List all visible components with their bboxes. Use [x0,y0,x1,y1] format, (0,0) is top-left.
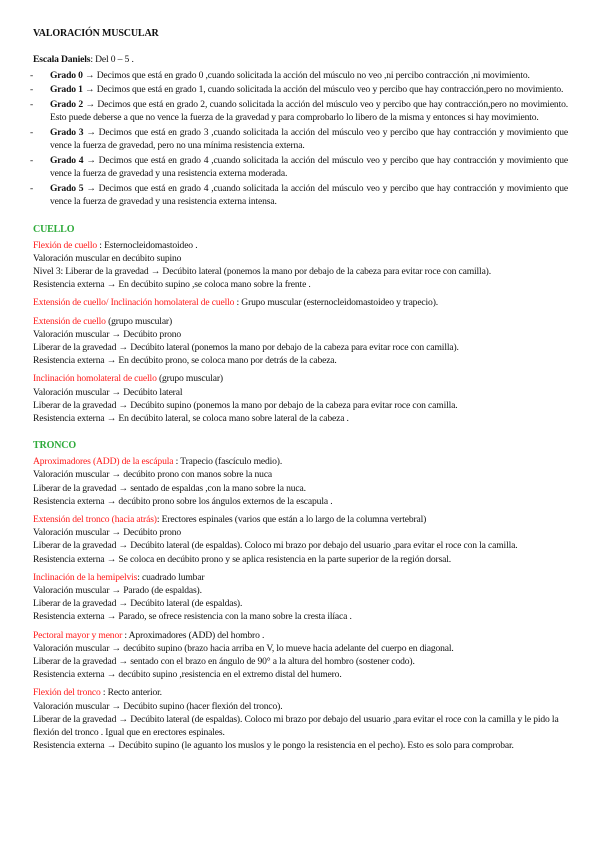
bullet-dash: - [30,182,34,194]
text-line: Liberar de la gravedad → sentado con el brazo en ángulo de 90° a la altura del hombro (sostener codo). [33,655,415,667]
muscle-block [33,315,568,368]
text-line: Liberar de la gravedad → Decúbito lateral (de espaldas). Coloco mi brazo por debajo del usuario ,para evitar el roce con la camilla y le pido la flexión del tronco . Igual que en erectores espinales. [33,713,559,738]
muscle-block [33,296,568,309]
scale-text: : Del 0 – 5 . [90,54,134,65]
muscle-text: : Trapecio (fascículo medio). [173,456,283,468]
muscle-block [33,455,568,508]
grade-item [30,154,569,181]
grade-text: → Decimos que está en grado 4 ,cuando solicitada la acción del músculo veo y percibo que hay contracción y movimiento que vence la fuerza de gravedad y una resistencia externa intensa. [50,182,569,207]
grade-item [30,83,568,97]
text-line: Resistencia externa → Parado, se ofrece resistencia con la mano sobre la cresta ilíaca . [33,611,352,623]
text-line: Resistencia externa → decúbito supino ,resistencia en el extremo distal del humero. [33,669,342,681]
muscle-text: : Erectores espinales (varios que están a lo largo de la columna vertebral) [156,513,427,525]
text-line: Valoración muscular → Decúbito supino (hacer flexión del tronco). [33,700,283,712]
muscle-text: (grupo muscular) [156,373,223,385]
movement-label: Flexión del tronco [33,687,101,699]
grade-text: → Decimos que está en grado 4 ,cuando solicitada la acción del músculo veo y percibo que hay contracción y movimiento que vence la fuerza de gravedad y una resistencia externa moderada. [50,154,569,179]
scale-line [33,53,568,67]
muscle-text: : Aproximadores (ADD) del hombro . [122,629,265,641]
grade-item [30,182,569,209]
document-page [30,28,569,757]
text-line: Resistencia externa → Se coloca en decúbito prono y se aplica resistencia en la parte superior de la región dorsal. [33,553,452,565]
movement-label: Inclinación homolateral de cuello [33,373,157,385]
bullet-dash: - [30,126,34,138]
grade-label: Grado 3 [50,126,84,138]
section-title: CUELLO [33,223,75,235]
grade-text: → Decimos que está en grado 1, cuando solicitada la acción del músculo veo y percibo que hay contracción,pero no movimiento. [82,84,564,95]
muscle-block [33,239,568,292]
text-line: Valoración muscular → Decúbito prono [33,328,182,340]
bullet-dash: - [30,84,34,95]
text-line: Valoración muscular en decúbito supino [33,252,182,264]
grade-label: Grado 2 [50,98,84,110]
muscle-block [33,571,568,624]
muscle-block [33,629,568,682]
bullet-dash: - [30,154,34,166]
grade-label: Grado 4 [50,154,84,166]
text-line: Resistencia externa → En decúbito lateral, se coloca mano sobre lateral de la cabeza . [33,412,349,424]
text-line: Valoración muscular → Decúbito lateral [33,386,183,398]
muscle-block [33,686,568,752]
block-heading [33,686,568,699]
bullet-dash: - [30,69,34,81]
muscle-text: (grupo muscular) [105,315,173,327]
grade-text: → Decimos que está en grado 2, cuando solicitada la acción del músculo veo y percibo que hay contracción,pero no movimiento. Esto puede deberse a que no vence la fuerza de la gravedad y para comprobarlo lo libero de la misma y entonces si hay movimiento. [50,98,568,123]
block-heading [33,571,568,584]
movement-label: Flexión de cuello [33,239,98,251]
muscle-text: : Esternocleidomastoideo . [97,239,198,251]
muscle-text: : Recto anterior. [100,687,162,699]
bullet-dash: - [30,98,34,110]
block-heading [33,513,568,526]
movement-label: Extensión de cuello [33,315,106,327]
text-line: Liberar de la gravedad → sentado de espaldas ,con la mano sobre la nuca. [33,482,306,494]
block-heading [33,239,568,252]
grade-item [30,69,568,83]
text-line: Liberar de la gravedad → Decúbito supino (ponemos la mano por debajo de la cabeza para evitar roce con camilla. [33,399,458,411]
block-heading [33,629,568,642]
text-line: Resistencia externa → En decúbito prono, se coloca mano por detrás de la cabeza. [33,355,337,367]
grade-label: Grado 0 [50,69,83,81]
text-line: Valoración muscular → decúbito supino (brazo hacia arriba en V, lo mueve hacia adelante del cuerpo en diagonal. [33,642,454,654]
grade-text: → Decimos que está en grado 3 ,cuando solicitada la acción del músculo veo y percibo que hay contracción y movimiento que vence la fuerza de gravedad, pero no una mínima resistencia externa. [50,126,569,151]
block-heading [33,372,568,385]
block-heading [33,296,568,309]
grade-label: Grado 5 [50,182,84,194]
section-cuello [33,223,568,426]
section-tronco [33,439,568,752]
text-line: Valoración muscular → decúbito prono con manos sobre la nuca [33,469,273,481]
movement-label: Pectoral mayor y menor [33,629,123,641]
grade-label: Grado 1 [50,84,83,95]
block-heading [33,455,568,468]
grade-text: → Decimos que está en grado 0 ,cuando solicitada la acción del músculo no veo ,ni percibo contracción ,ni movimiento. [82,69,530,81]
text-line: Resistencia externa → decúbito prono sobre los ángulos externos de la escapula . [33,495,333,507]
grade-item [30,126,569,153]
text-line: Liberar de la gravedad → Decúbito lateral (de espaldas). Coloco mi brazo por debajo del usuario ,para evitar el roce con la camilla. [33,540,518,552]
scale-label: Escala Daniels [33,54,91,65]
text-line: Valoración muscular → Parado (de espaldas). [33,584,202,596]
muscle-block [33,513,568,566]
text-line: Resistencia externa → Decúbito supino (le aguanto los muslos y le pongo la resistencia en el pecho). Esto es solo para comprobar. [33,740,514,752]
movement-label: Extensión del tronco (hacia atrás) [33,513,157,525]
sections [33,223,568,753]
grade-list [30,69,569,209]
block-heading [33,315,568,328]
text-line: Resistencia externa → En decúbito supino ,se coloca mano sobre la frente . [33,279,311,291]
muscle-text: : Grupo muscular (esternocleidomastoideo y trapecio). [234,297,438,309]
text-line: Liberar de la gravedad → Decúbito lateral (ponemos la mano por debajo de la cabeza para evitar roce con camilla). [33,341,459,353]
section-title: TRONCO [33,440,76,452]
document-title: VALORACIÓN MUSCULAR [33,28,159,39]
muscle-text: : cuadrado lumbar [137,571,205,583]
text-line: Valoración muscular → Decúbito prono [33,527,182,539]
text-line: Nivel 3: Liberar de la gravedad → Decúbito lateral (ponemos la mano por debajo de la cabeza para evitar roce con camilla). [33,265,491,277]
text-line: Liberar de la gravedad → Decúbito lateral (de espaldas). [33,598,243,610]
movement-label: Aproximadores (ADD) de la escápula [33,456,174,468]
movement-label: Extensión de cuello/ Inclinación homolateral de cuello [33,297,235,309]
grade-item [30,98,568,125]
movement-label: Inclinación de la hemipelvis [33,571,138,583]
muscle-block [33,372,568,425]
